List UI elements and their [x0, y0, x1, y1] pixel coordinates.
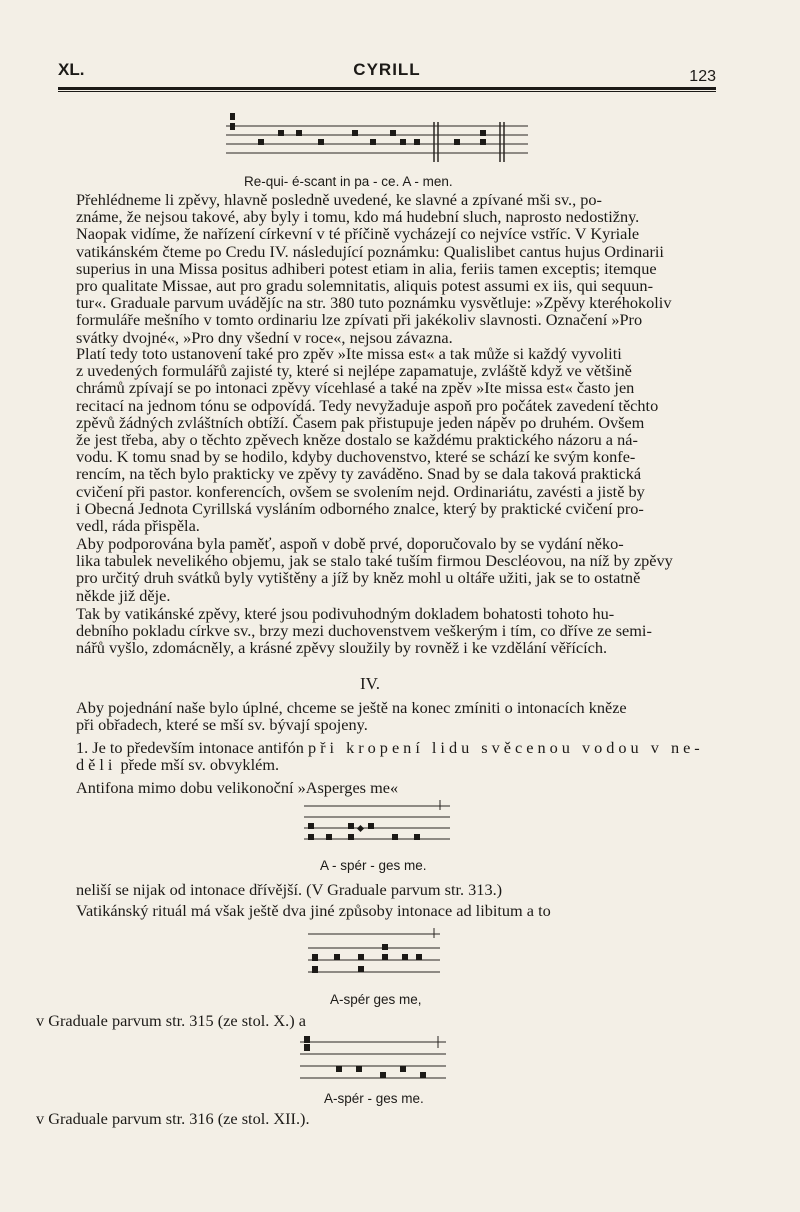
text-line: vodu. K tomu snad by se hodilo, kdyby duchovenstvo, které se schází ke svým konfe- — [76, 447, 636, 467]
line-after-music-4 — [36, 1110, 676, 1127]
text-line: v Graduale parvum str. 316 (ze stol. XII.). — [36, 1109, 310, 1128]
text-line: cvičení při pastor. konferencích, ovšem se svolením nejd. Ordinariátu, zavésti a jistě by — [76, 481, 645, 501]
text-line: rencím, na těch bylo prakticky ve zpěvy ty zaváděno. Snad by se dala taková praktická — [76, 464, 642, 484]
text-run: přede mší sv. obvyklém. — [116, 755, 280, 775]
music-staff-asperges-2 — [304, 924, 454, 988]
text-line: recitací na jednom tónu se odpovídá. Tedy nevyžaduje aspoň pro počátek zavedení těchto — [76, 395, 659, 415]
text-line — [76, 739, 716, 756]
text-line: Přehlédneme li zpěvy, hlavně posledně uvedené, ke slavné a zpívané mši sv., po- — [76, 190, 602, 209]
text-line: Aby podporována byla paměť, aspoň v době prvé, doporučovalo by se vydání něko- — [76, 534, 624, 553]
text-line: že jest třeba, aby o těchto zpěvech kněze dostalo se každému praktického názoru a ná- — [76, 430, 638, 450]
text-line: Platí tedy toto ustanovení také pro zpěv »Ite missa est« a tak může si každý vyvoliti — [76, 344, 622, 363]
text-line: z uvedených formulářů zajisté ty, které si nejlépe zapamatuje, zvláště když ve většině — [76, 361, 632, 381]
header-rule-thin — [58, 91, 716, 92]
line-after-music-3 — [36, 1012, 676, 1029]
text-line: i Obecná Jednota Cyrillská vysláním odborného znalce, který by praktické cvičení pro- — [76, 498, 644, 518]
text-line: Antifona mimo dobu velikonoční »Asperges me« — [76, 778, 399, 797]
text-line: zpěvů žádných zvláštních obtíží. Časem pak přistupuje jeden nápěv po druhém. Ovšem — [76, 412, 645, 432]
music-lyrics-asperges-2: A-spér ges me, — [330, 992, 422, 1007]
text-line: tur«. Graduale parvum uvádějíc na str. 380 tuto poznámku vysvětluje: »Zpěvy kteréhokoliv — [76, 293, 672, 313]
text-line — [76, 756, 716, 773]
spaced-text: při kropení lidu svěcenou vodou v ne- — [307, 738, 704, 757]
text-line: Vatikánský rituál má však ještě dva jiné způsoby intonace ad libitum a to — [76, 901, 551, 920]
text-line: Naopak vidíme, že nařízení církevní v té příčině vycházejí co nejvíce vstříc. V Kyriale — [76, 224, 640, 244]
line-before-music-3 — [76, 902, 716, 919]
text-line: formuláře mešního v tomto ordinariu lze zpívati při jakékoliv slavnosti. Označení »Pro — [76, 310, 643, 330]
music-staff-asperges-3 — [296, 1032, 456, 1088]
running-title: CYRILL — [353, 60, 421, 79]
text-line: lika tabulek nevelikého objemu, jak se stalo také tuším firmou Descléovou, na níž by zpěvy — [76, 551, 673, 571]
text-line: při obřadech, které se mší sv. bývají spojeny. — [76, 715, 368, 735]
music-lyrics-requiescant: Re-qui- é-scant in pa - ce. A - men. — [244, 174, 453, 189]
spaced-text: děli — [76, 755, 117, 775]
text-line: neliší se nijak od intonace dřívější. (V Graduale parvum str. 313.) — [76, 880, 503, 899]
line-after-music-2 — [76, 881, 716, 898]
chapter-number: XL. — [58, 60, 85, 79]
section-heading: IV. — [360, 674, 380, 693]
music-lyrics-asperges-1: A - spér - ges me. — [320, 858, 427, 873]
music-staff-asperges-1 — [300, 796, 470, 854]
text-line: debního pokladu církve sv., brzy mezi duchovenstvem veškerým i tím, co dříve ze semi- — [76, 621, 652, 641]
text-line: Aby pojednání naše bylo úplné, chceme se ještě na konec zmíniti o intonacích kněze — [76, 698, 627, 717]
paragraph-6 — [76, 739, 716, 773]
text-run: 1. Je to především intonace antifón — [76, 738, 308, 757]
header-rule — [58, 87, 716, 90]
page-number: 123 — [689, 68, 716, 85]
antiphon-title — [76, 779, 716, 796]
paragraph-1 — [76, 191, 716, 346]
text-line: Tak by vatikánské zpěvy, které jsou podivuhodným dokladem bohatosti tohoto hu- — [76, 604, 615, 623]
text-line: superius in una Missa positus adhiberi potest etiam in alia, feriis tamen exceptis; itemque — [76, 258, 657, 278]
text-line: svátky dvojné«, »Pro dny všední v roce«, nejsou závazna. — [76, 327, 453, 347]
text-line: vedl, ráda přispěla. — [76, 516, 200, 536]
paragraph-5 — [76, 699, 716, 733]
text-line: chrámů zpívají se po intonaci zpěvy vícehlasé a také na zpěv »Ite missa est« často jen — [76, 378, 635, 398]
music-staff-requiescant — [222, 110, 532, 172]
text-line: někde již děje. — [76, 585, 171, 605]
music-lyrics-asperges-3: A-spér - ges me. — [324, 1091, 424, 1106]
text-line: nářů vyšlo, zdomácněly, a krásné zpěvy sloužily by rovněž i ke vzdělání věřících. — [76, 638, 608, 658]
paragraph-3 — [76, 535, 716, 604]
page-header — [58, 60, 716, 86]
text-line: vatikánském čteme po Credu IV. následující poznámku: Qualislibet cantus hujus Ordinarii — [76, 241, 664, 261]
paragraph-2 — [76, 345, 716, 534]
paragraph-4 — [76, 605, 716, 657]
text-line: v Graduale parvum str. 315 (ze stol. X.) a — [36, 1011, 306, 1030]
text-line: pro určitý druh svátků byly vytištěny a jíž by kněz mohl u oltáře užiti, jak se to ostatně — [76, 568, 641, 588]
text-line: pro qualitate Missae, aut pro gradu solemnitatis, aliquis potest assumi ex iis, qui sequun- — [76, 276, 653, 296]
text-line: známe, že nejsou takové, aby byly i tomu, kdo má hudební sluch, naprosto nedostižny. — [76, 207, 640, 227]
